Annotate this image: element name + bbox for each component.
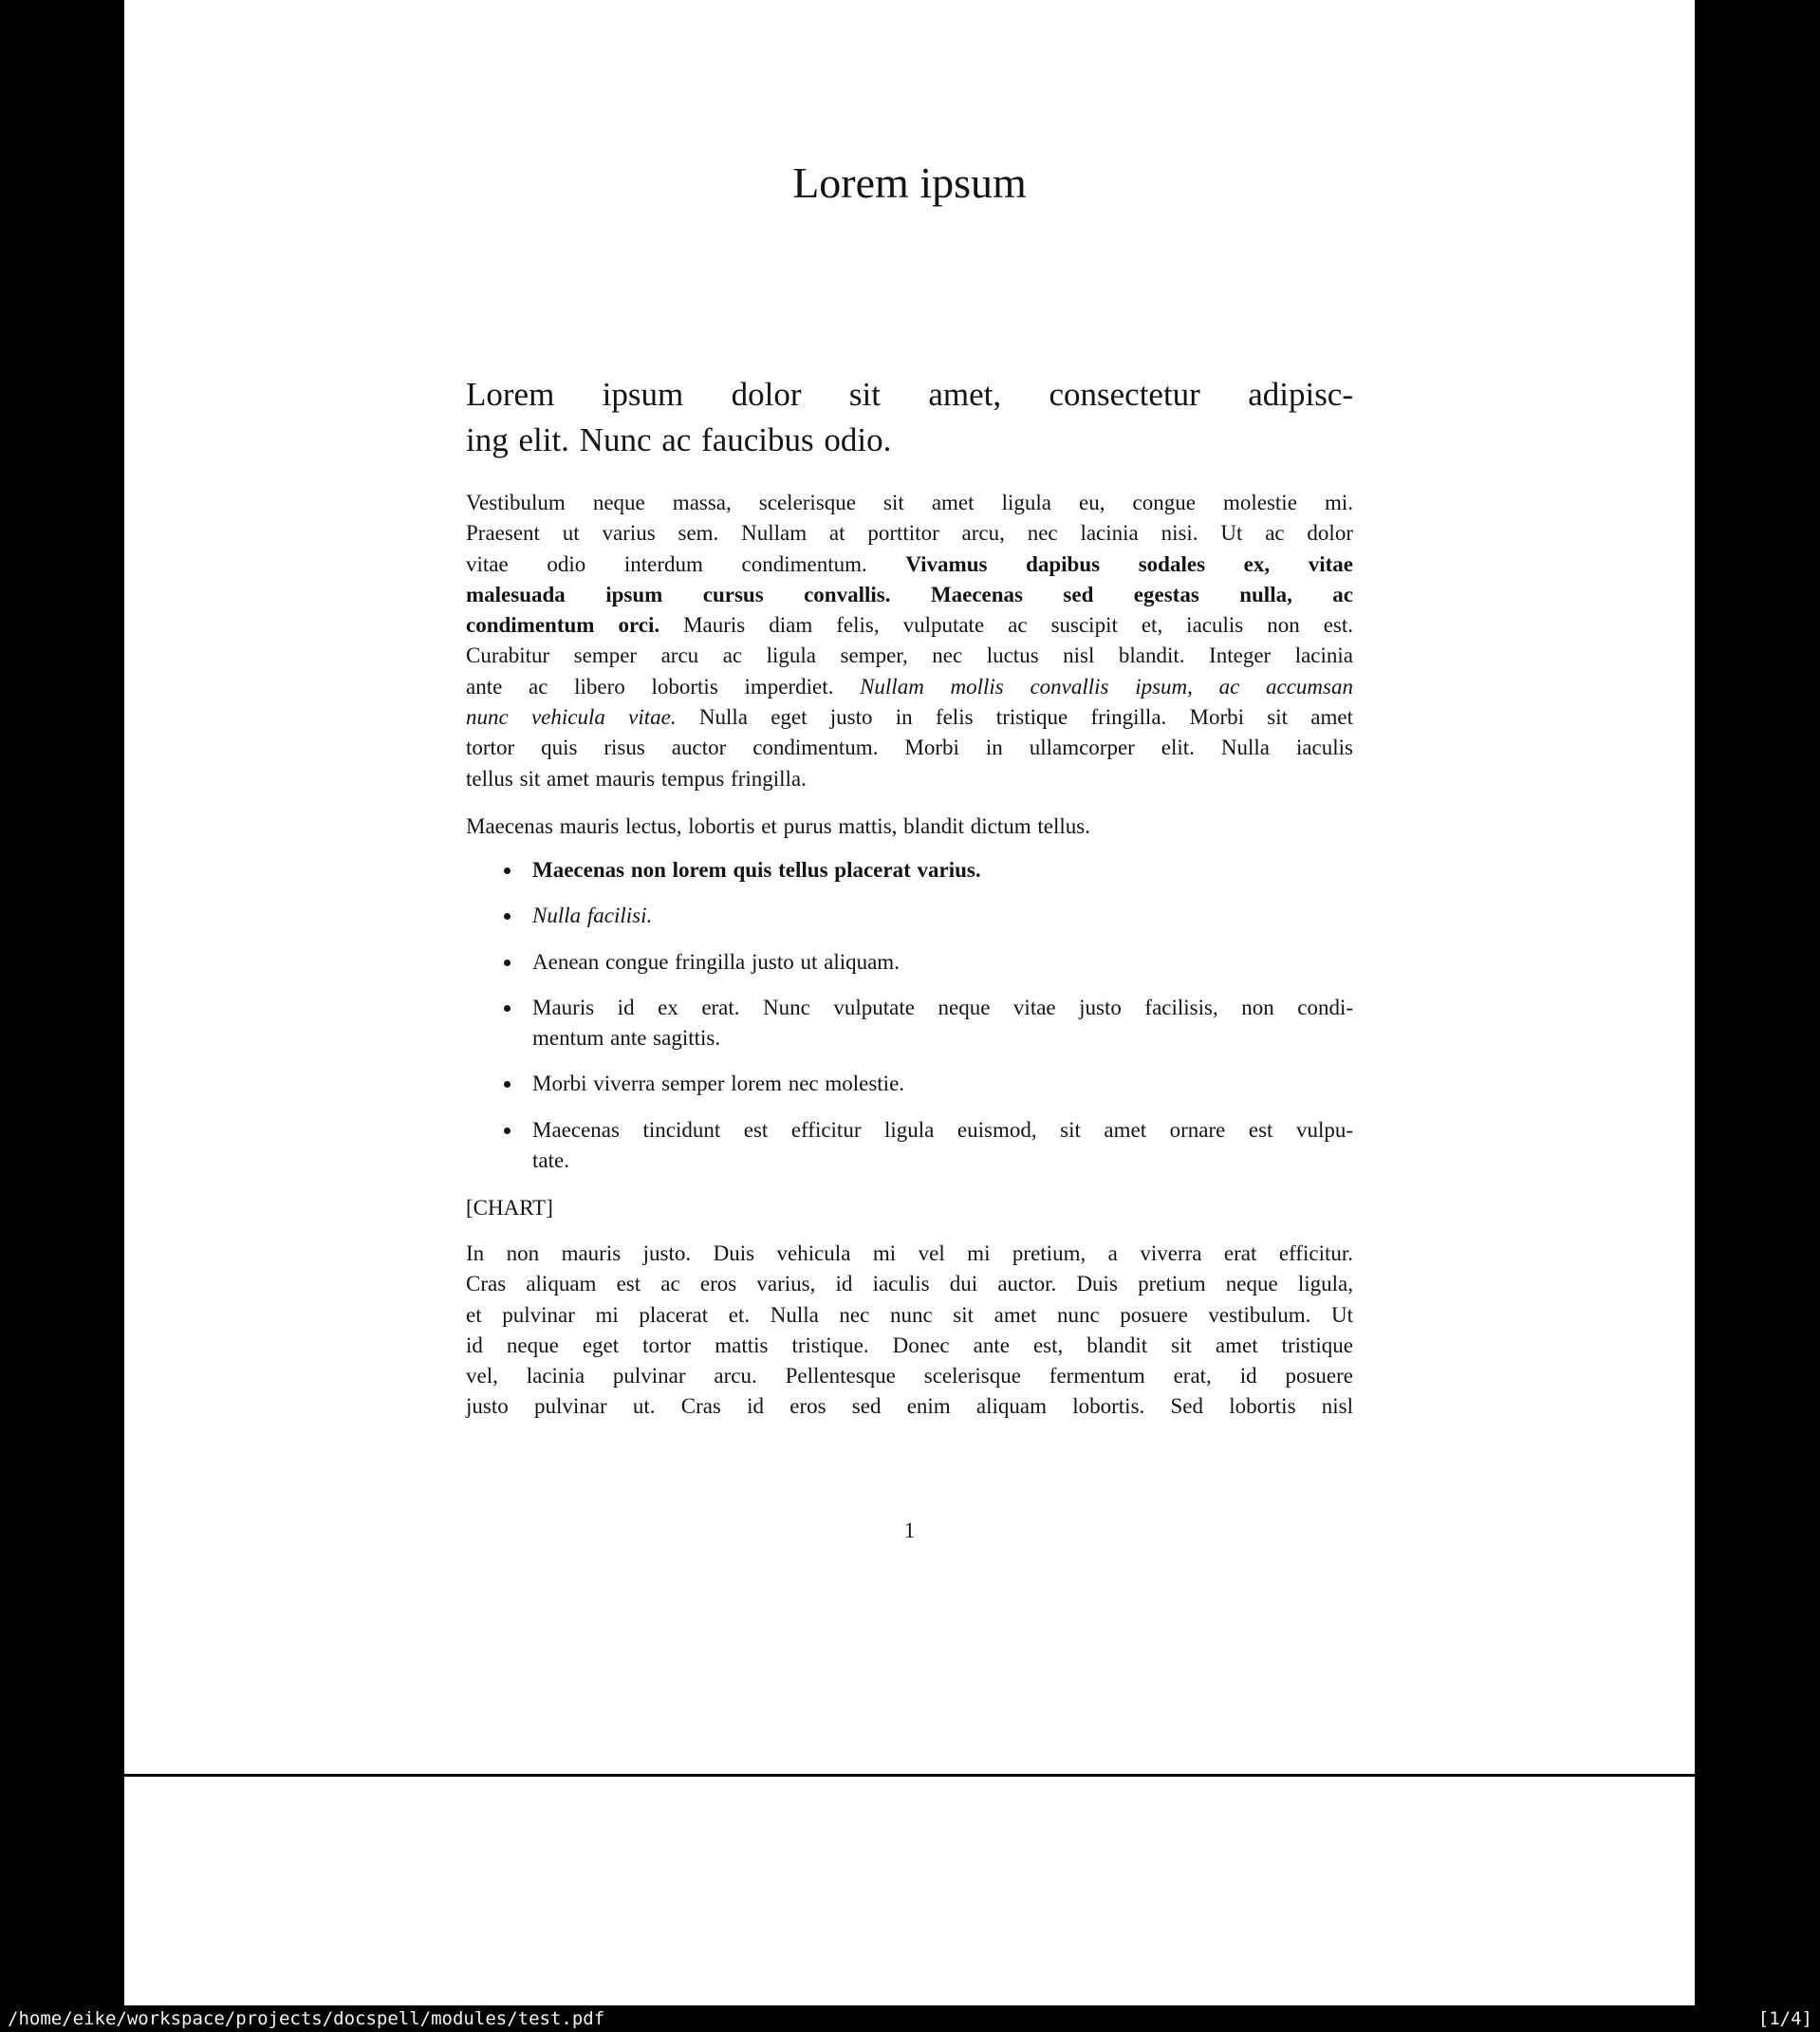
text-line: [466, 372, 1353, 418]
text-line: mentum ante sagittis.: [532, 1026, 721, 1051]
list-item: [466, 1069, 1353, 1099]
text-run: tellus sit amet mauris tempus fringilla.: [466, 766, 807, 791]
text-line: Maecenas non lorem quis tellus placerat varius.: [532, 858, 981, 882]
text-line: Morbi viverra semper lorem nec molestie.: [532, 1072, 905, 1096]
list-item: [466, 947, 1353, 978]
text-run: malesuada ipsum cursus convallis. Maecenas sed egestas nulla, ac: [466, 582, 1353, 606]
page-number: 1: [903, 1519, 916, 1542]
text-line: [466, 672, 1353, 702]
text-line: [466, 550, 1353, 580]
text-line: [466, 764, 1353, 794]
text-run: Vestibulum neque massa, scelerisque sit amet ligula eu, congue molestie mi.: [466, 491, 1353, 514]
text-line: [466, 1361, 1353, 1391]
text-line: [466, 610, 1353, 641]
bullet-list: [466, 855, 1353, 1191]
text-line: [466, 488, 1353, 518]
text-run: vitae odio interdum condimentum.: [466, 551, 906, 576]
list-item: [466, 855, 1353, 886]
text-run: et pulvinar mi placerat et. Nulla nec nunc sit amet nunc posuere vestibulum. Ut: [466, 1302, 1353, 1327]
statusbar-page-indicator: [1/4]: [1757, 2008, 1812, 2029]
text-run: id neque eget tortor mattis tristique. Donec ante est, blandit sit amet tristique: [466, 1333, 1353, 1357]
text-run: Mauris diam felis, vulputate ac suscipit et, iaculis non est.: [683, 613, 1354, 638]
paragraph-1: [466, 488, 1353, 794]
text-run: ante ac libero lobortis imperdiet.: [466, 674, 861, 699]
text-run: Nullam mollis convallis ipsum, ac accumsan: [860, 674, 1353, 699]
text-line: [466, 1331, 1353, 1361]
text-line: [466, 1269, 1353, 1299]
document-title: Lorem ipsum: [792, 158, 1027, 207]
text-run: Vivamus dapibus sodales ex, vitae: [905, 551, 1354, 576]
text-line: Maecenas tincidunt est efficitur ligula euismod, sit amet ornare est vulpu-: [532, 1117, 1353, 1142]
paragraph-2: Maecenas mauris lectus, lobortis et purus mattis, blandit dictum tellus.: [466, 814, 1090, 838]
text-line: tate.: [532, 1148, 569, 1173]
document-page-2-partial: [124, 1777, 1695, 2005]
text-line: [466, 733, 1353, 763]
text-line: [466, 702, 1353, 733]
text-line: Mauris id ex erat. Nunc vulputate neque vitae justo facilisis, non condi-: [532, 995, 1353, 1019]
text-line: [466, 1391, 1353, 1422]
text-run: Lorem ipsum dolor sit amet, consectetur adipisc-: [466, 376, 1353, 413]
chart-placeholder: [CHART]: [466, 1196, 553, 1220]
paragraph-3: [466, 1239, 1353, 1423]
statusbar: [0, 2005, 1820, 2032]
document-page-1: [124, 0, 1695, 1774]
section-heading: [466, 372, 1353, 463]
text-line: [466, 580, 1353, 610]
text-line: [466, 641, 1353, 671]
text-run: ing elit. Nunc ac faucibus odio.: [466, 421, 892, 458]
text-line: Nulla facilisi.: [532, 904, 653, 928]
statusbar-file-path: /home/eike/workspace/projects/docspell/modules/test.pdf: [8, 2008, 605, 2029]
text-run: tortor quis risus auctor condimentum. Morbi in ullamcorper elit. Nulla iaculis: [466, 736, 1353, 760]
text-run: justo pulvinar ut. Cras id eros sed enim aliquam lobortis. Sed lobortis nisl: [466, 1394, 1353, 1419]
text-run: In non mauris justo. Duis vehicula mi vel mi pretium, a viverra erat efficitur.: [466, 1241, 1353, 1265]
text-line: [466, 1239, 1353, 1269]
text-run: nunc vehicula vitae.: [466, 705, 699, 730]
text-line: Aenean congue fringilla justo ut aliquam.: [532, 949, 900, 974]
text-line: [466, 518, 1353, 549]
list-item: [466, 993, 1353, 1054]
text-line: [466, 1300, 1353, 1331]
text-run: condimentum orci.: [466, 613, 684, 638]
list-item: [466, 901, 1353, 931]
list-item: [466, 1115, 1353, 1177]
text-line: [466, 418, 1353, 463]
text-run: vel, lacinia pulvinar arcu. Pellentesque scelerisque fermentum erat, id posuere: [466, 1364, 1353, 1389]
text-run: Nulla eget justo in felis tristique fringilla. Morbi sit amet: [698, 705, 1353, 730]
text-run: Curabitur semper arcu ac ligula semper, nec luctus nisl blandit. Integer lacinia: [466, 643, 1353, 668]
text-run: Praesent ut varius sem. Nullam at porttitor arcu, nec lacinia nisi. Ut ac dolor: [466, 521, 1353, 546]
text-run: Cras aliquam est ac eros varius, id iaculis dui auctor. Duis pretium neque ligula,: [466, 1272, 1353, 1296]
